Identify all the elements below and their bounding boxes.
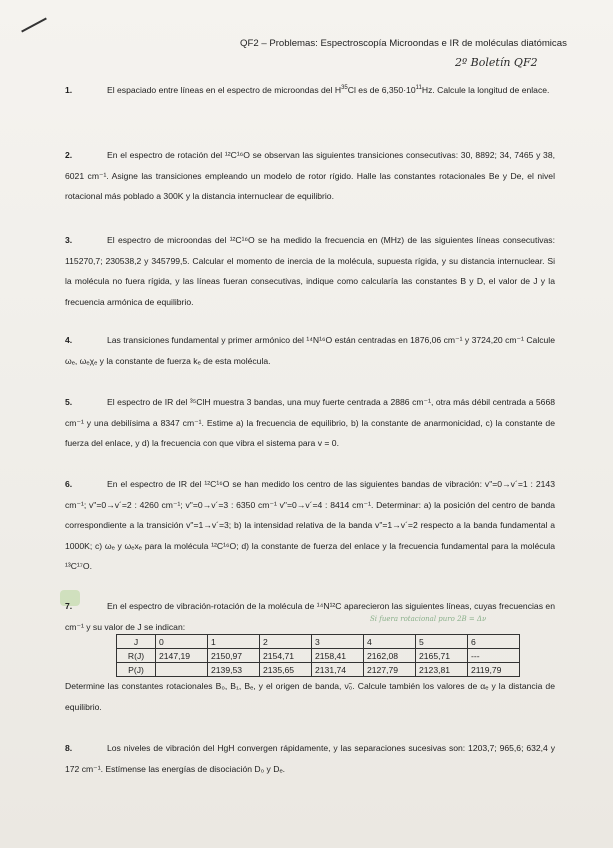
table-row — [117, 649, 520, 663]
problem-5 — [65, 392, 555, 454]
table-header-cell: 6 — [468, 635, 520, 649]
table-header-cell: 2 — [260, 635, 312, 649]
table-cell: 2135,65 — [260, 663, 312, 677]
table-cell: 2131,74 — [312, 663, 364, 677]
table-header-row — [117, 635, 520, 649]
problem-8 — [65, 738, 555, 779]
problem-6 — [65, 474, 555, 577]
problem-1: 1. El espaciado entre líneas en el espectro de microondas del $H^{35}Cl$ es de $6,350\cdot 10^{11}Hz$. Calcule la longitud de enlace. — [65, 80, 555, 101]
problem-number: 2. — [65, 150, 73, 160]
table-header-cell: 4 — [364, 635, 416, 649]
table-header-cell: 1 — [208, 635, 260, 649]
problem-4 — [65, 330, 555, 371]
table-row — [117, 663, 520, 677]
table-cell: 2139,53 — [208, 663, 260, 677]
table-header-cell: 5 — [416, 635, 468, 649]
problem-text: Las transiciones fundamental y primer armónico del ¹⁴N¹⁶O están centradas en 1876,06 cm⁻¹ y 3724,20 cm⁻¹ Calcule ωₑ, ωₑχₑ y la constante de fuerza kₑ de esta molécula. — [65, 335, 555, 366]
problem-text: En el espectro de rotación del ¹²C¹⁶O se observan las siguientes transiciones consecutivas: 30, 8892; 34, 7465 y 38, 6021 cm⁻¹. Asigne las transiciones empleando un modelo de rotor rígido. Halle las constantes rotacionales Be y De, el nivel rotacional más poblado a 300K y la distancia internuclear de equilibrio. — [65, 150, 555, 201]
problem-2 — [65, 145, 555, 207]
problem-text: En el espectro de IR del ¹²C¹⁶O se han medido los centro de las siguientes bandas de vibración: v"=0→v´=1 : 2143 cm⁻¹; v"=0→v´=2 : 4260 cm⁻¹; v"=0→v´=3 : 6350 cm⁻¹ v"=0→v´=4 : 8414 cm⁻¹. Determinar: a) la posición del centro de banda correspondiente a la transición v"=1→v´=3; b) la intensidad relativa de la banda v"=1→v´=2 respecto a la banda fundamental a 1000K; c) ωₑ y ωₑxₑ para la molécula ¹²C¹⁶O; d) la constante de fuerza del enlace y la frecuencia fundamental para la molécula ¹³C¹⁷O. — [65, 479, 555, 571]
problem-text: Los niveles de vibración del HgH convergen rápidamente, y las separaciones sucesivas son: 1203,7; 965,6; 632,4 y 172 cm⁻¹. Estímense las energías de disociación D₀ y Dₑ. — [65, 743, 555, 774]
problem-text: El espectro de IR del ³⁵ClH muestra 3 bandas, una muy fuerte centrada a 2886 cm⁻¹, otra más débil centrada a 5668 cm⁻¹ y una debilísima a 8347 cm⁻¹. Estime a) la frecuencia de equilibrio, b) la constante de anarmonicidad, c) la constante de fuerza del enlace, y d) la frecuencia con que vibra el sistema para v = 0. — [65, 397, 555, 448]
row-label: R(J) — [117, 649, 156, 663]
problem-number: 7. — [65, 601, 73, 611]
table-header-cell: 0 — [156, 635, 208, 649]
table-cell: 2154,71 — [260, 649, 312, 663]
handwritten-side-note: Si fuera rotacional puro 2B = Δν — [370, 615, 487, 623]
table-header-cell: 3 — [312, 635, 364, 649]
problem-number: 1. — [65, 85, 73, 95]
table-cell: 2119,79 — [468, 663, 520, 677]
pen-stroke — [21, 18, 47, 33]
table-cell: --- — [468, 649, 520, 663]
table-cell: 2127,79 — [364, 663, 416, 677]
handwritten-note: 2º Boletín QF2 — [455, 56, 538, 69]
problem-number: 8. — [65, 743, 73, 753]
problem-number: 5. — [65, 397, 73, 407]
problem-3 — [65, 230, 555, 312]
problem-text: Determine las constantes rotacionales B₀, B₁, Bₑ, y el origen de banda, ν̃₀. Calcule también los valores de αₑ y la distancia de equilibrio. — [65, 681, 555, 712]
problem-number: 4. — [65, 335, 73, 345]
table-cell: 2123,81 — [416, 663, 468, 677]
problem-text: En el espectro de vibración-rotación de la molécula de ¹⁴N¹²C aparecieron las siguientes líneas, cuyas frecuencias en cm⁻¹ y su valor de J se indican: — [65, 601, 555, 632]
problem-number: 6. — [65, 479, 73, 489]
table-cell — [156, 663, 208, 677]
problem-text: El espectro de microondas del ¹²C¹⁶O se ha medido la frecuencia en (MHz) de las siguientes líneas consecutivas: 115270,7; 230538,2 y 345799,5. Calcular el momento de inercia de la molécula, supuesta rígida, y su distancia internuclear. Si la molécula no fuera rígida, y las líneas fueran consecutivas, indique como calcularía las constantes B y D, el valor de J y la frecuencia armónica de equilibrio. — [65, 235, 555, 307]
row-label: P(J) — [117, 663, 156, 677]
table-cell: 2165,71 — [416, 649, 468, 663]
table-cell: 2162,08 — [364, 649, 416, 663]
rotational-lines-table — [116, 634, 520, 677]
problem-number: 3. — [65, 235, 73, 245]
table-cell: 2150,97 — [208, 649, 260, 663]
table-cell: 2147,19 — [156, 649, 208, 663]
table-header-cell: J — [117, 635, 156, 649]
table-cell: 2158,41 — [312, 649, 364, 663]
document-title: QF2 – Problemas: Espectroscopía Microondas e IR de moléculas diatómicas — [240, 38, 567, 49]
problem-7-continuation — [65, 676, 555, 717]
